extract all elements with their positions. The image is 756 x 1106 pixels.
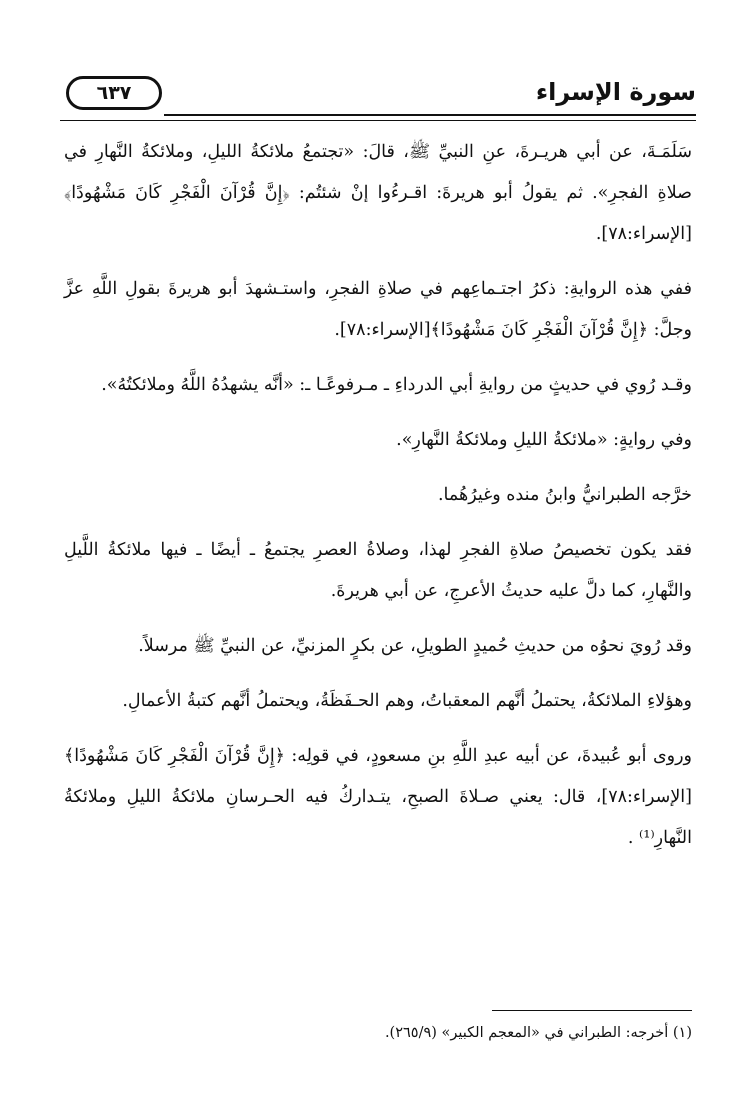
paragraph: وهؤلاءِ الملائكةُ، يحتملُ أنَّهم المعقباتُ، وهم الحـفَظَةُ، ويحتملُ أنَّهم كتبةُ الأعمالِ. [122, 691, 692, 711]
paragraph: وفي روايةٍ: «ملائكةُ الليلِ وملائكةُ النَّهارِ». [396, 430, 692, 450]
footnote-rule [492, 1010, 692, 1011]
page-header [60, 70, 696, 120]
paragraph: وروى أبو عُبيدةَ، عن أبيه عبدِ اللَّهِ بنِ مسعودٍ، في قولِه: ﴿إِنَّ قُرْآنَ الْفَجْرِ كَانَ مَشْهُودًا﴾ [الإسراء:٧٨]، قال: يعني صـلاةَ الصبحِ، يتـداركُ فيه الحـرسانِ ملائكةُ الليلِ وملائكةُ النَّهارِ⁽¹⁾ . [64, 746, 692, 848]
header-rule [164, 114, 696, 116]
paragraph: سَلَمَـةَ، عن أبي هريـرةَ، عنِ النبيِّ ﷺ، قالَ: «تجتمعُ ملائكةُ الليلِ، وملائكةُ النَّهارِ في صلاةِ الفجرِ». ثم يقولُ أبو هريرةَ: اقـرءُوا إنْ شئتُم: ﴿إِنَّ قُرْآنَ الْفَجْرِ كَانَ مَشْهُودًا﴾ [الإسراء:٧٨]. [64, 142, 692, 244]
header-rule-thin [60, 120, 696, 121]
paragraph: وقد رُويَ نحوُه من حديثِ حُميدٍ الطويلِ، عن بكرٍ المزنيِّ، عن النبيِّ ﷺ مرسلاً. [138, 636, 692, 656]
footnote: (١) أخرجه: الطبراني في «المعجم الكبير» (٢٦٥/٩). [384, 1025, 692, 1041]
paragraph: خرَّجه الطبرانيُّ وابنُ منده وغيرُهُما. [437, 485, 692, 505]
paragraph: ففي هذه الروايةِ: ذكرُ اجتـماعِهم في صلاةِ الفجرِ، واستـشهدَ أبو هريرةَ بقولِ اللَّهِ عزَّ وجلَّ: ﴿إِنَّ قُرْآنَ الْفَجْرِ كَانَ مَشْهُودًا﴾[الإسراء:٧٨]. [64, 279, 692, 340]
paragraph: وقـد رُوي في حديثٍ من روايةِ أبي الدرداءِ ـ مـرفوعًـا ـ: «أنَّه يشهدُهُ اللَّهُ وملائكتُهُ». [101, 375, 692, 395]
surah-title: سورة الإسراء [535, 78, 696, 106]
page-body [64, 132, 692, 873]
page-number-badge: ٦٣٧ [66, 76, 162, 110]
paragraph: فقد يكون تخصيصُ صلاةِ الفجرِ لهذا، وصلاةُ العصرِ يجتمعُ ـ أيضًا ـ فيها ملائكةُ اللَّيلِ والنَّهارِ، كما دلَّ عليه حديثُ الأعرجِ، عن أبي هريرةَ. [64, 540, 692, 601]
